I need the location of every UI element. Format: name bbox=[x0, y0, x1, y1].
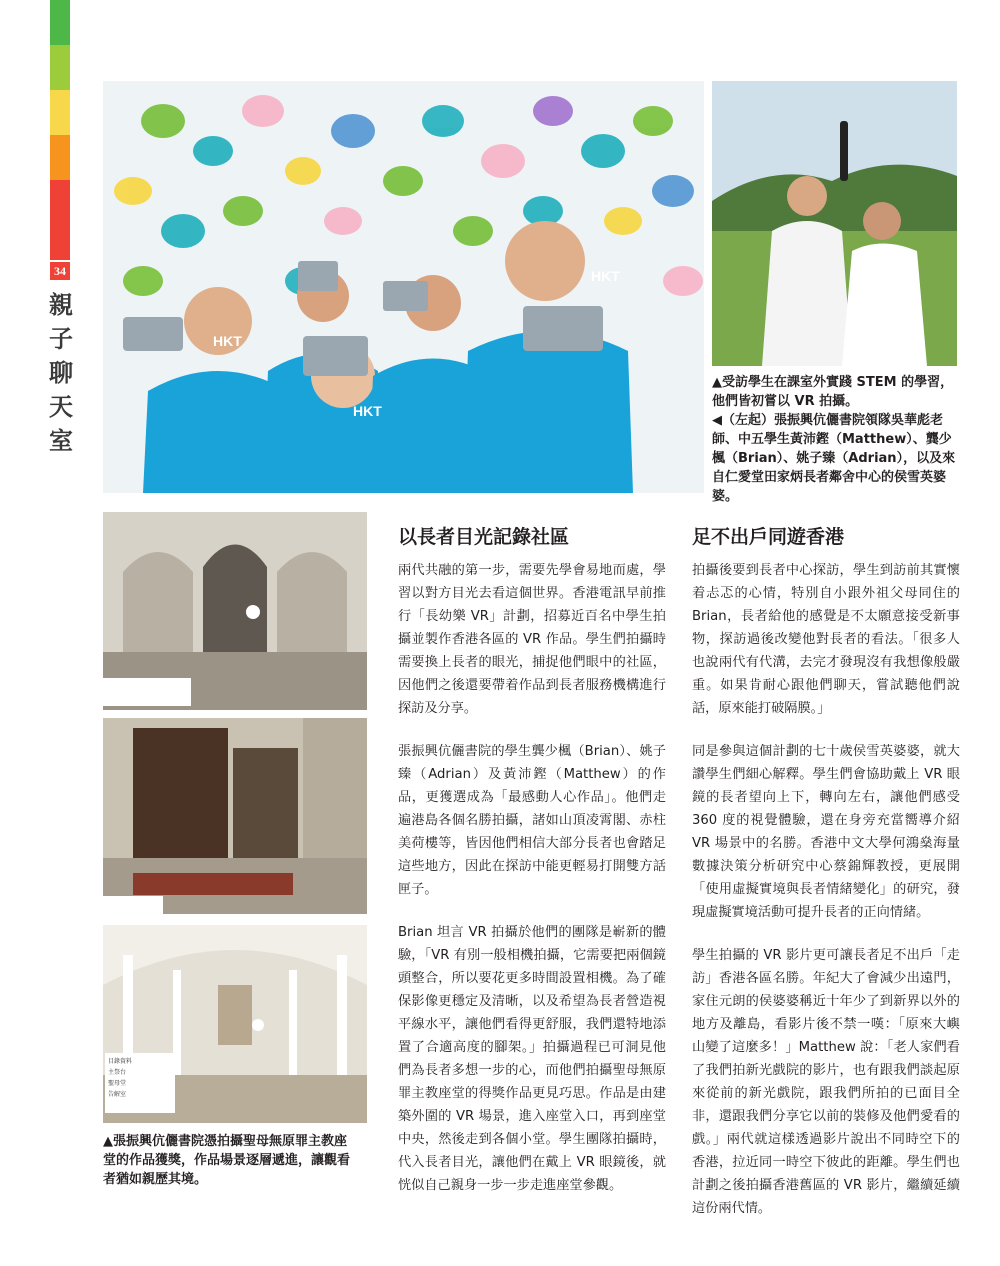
column-1-paragraph: Brian 坦言 VR 拍攝於他們的團隊是嶄新的體驗，「VR 有別一般相機拍攝，它需要把兩個鏡頭整合，所以要花更多時間設置相機。為了確保影像更穩定及清晰，以及希望為長者營造視平線水平，讓他們看得更舒服，我們還特地添置了合適高度的腳架。」拍攝過程已可洞見他們為長者多想一步的心，而他們拍攝聖母無原罪主教座堂的得獎作品更見巧思。作品是由建築外圍的 VR 場景，進入座堂入口，再到座堂中央，然後走到各個小堂。學生團隊拍攝時，代入長者目光，讓他們在戴上 VR 眼鏡後，就恍似自己親身一步一步走進座堂參觀。 bbox=[398, 925, 666, 1193]
caption-line: 楓（Brian）、姚子臻（Adrian），以及來 bbox=[712, 451, 956, 466]
shirt-logo-left: HKT bbox=[213, 333, 242, 349]
church-nave-photo bbox=[103, 925, 367, 1123]
column-2-paragraph: 拍攝後要到長者中心探訪，學生到訪前其實懷着忐忑的心情，特別自小跟外祖父母同住的 Brian，長者給他的感覺是不太願意接受新事物，探訪過後改變他對長者的看法。「很多人也說兩代有代溝，去完才發現沒有我想像般嚴重。如果肯耐心跟他們聊天，嘗試聽他們說話，原來能打破隔膜。」 bbox=[692, 563, 960, 716]
article-column-1 bbox=[398, 525, 666, 1217]
color-strip-yellow bbox=[50, 90, 70, 135]
color-strip-orange bbox=[50, 135, 70, 180]
church-entrance-photo bbox=[103, 718, 367, 914]
caption-line: 堂的作品獲獎，作品場景逐層遞進，讓觀看 bbox=[103, 1153, 351, 1168]
caption-line: 者猶如親歷其境。 bbox=[103, 1172, 208, 1187]
caption-line: 他們皆初嘗以 VR 拍攝。 bbox=[712, 394, 859, 409]
caption-line: ▲受訪學生在課室外實踐 STEM 的學習， bbox=[712, 375, 954, 390]
vr-menu-panel[interactable] bbox=[105, 1053, 175, 1113]
caption-bottom-left bbox=[103, 1132, 371, 1189]
shirt-logo-right: HKT bbox=[591, 268, 620, 284]
article-column-2 bbox=[692, 525, 960, 1240]
vr-menu-item[interactable]: 聖母堂 bbox=[108, 1080, 127, 1087]
column-1-heading: 以長者目光記錄社區 bbox=[398, 526, 570, 548]
caption-line: 婆。 bbox=[712, 489, 739, 504]
color-strip-green bbox=[50, 0, 70, 45]
column-1-paragraph: 兩代共融的第一步，需要先學會易地而處，學習以對方目光去看這個世界。香港電訊早前推行「長幼樂 VR」計劃，招募近百名中學生拍攝並製作香港各區的 VR 作品。學生們拍攝時需要換上長者的眼光，捕捉他們眼中的社區，因他們之後還要帶着作品到長者服務機構進行探訪及分享。 bbox=[398, 563, 666, 716]
page-number: 34 bbox=[50, 262, 70, 280]
column-2-paragraph: 學生拍攝的 VR 影片更可讓長者足不出戶「走訪」香港各區名勝。年紀大了會減少出遠門，家住元朗的侯婆婆稱近十年少了到新界以外的地方及離島，看影片後不禁一嘆：「原來大嶼山變了這麼多！」Matthew 說：「老人家們看了我們拍新光戲院的影片，也有跟我們談起原來從前的新光戲院，跟我們所拍的已面目全非，還跟我們分享它以前的裝修及他們愛看的戲。」兩代就這樣透過影片說出不同時空下的香港，拉近同一時空下彼此的距離。學生們也計劃之後拍攝香港舊區的 VR 影片，繼續延續這份兩代情。 bbox=[692, 948, 960, 1216]
color-strip-lime bbox=[50, 45, 70, 90]
vr-menu-item[interactable]: 告解室 bbox=[108, 1091, 127, 1098]
color-strip-red bbox=[50, 180, 70, 260]
caption-line: 師、中五學生黃沛鏗（Matthew）、龔少 bbox=[712, 432, 952, 447]
caption-line: ◀（左起）張振興伉儷書院領隊吳華彪老 bbox=[712, 413, 943, 428]
caption-line: 自仁愛堂田家炳長者鄰舍中心的侯雪英婆 bbox=[712, 470, 947, 485]
outdoor-stem-photo bbox=[712, 81, 957, 366]
church-exterior-photo bbox=[103, 512, 367, 710]
caption-line: ▲張振興伉儷書院憑拍攝聖母無原罪主教座 bbox=[103, 1134, 347, 1149]
vr-menu-item[interactable]: 目錄資料 bbox=[108, 1058, 133, 1065]
shirt-logo-center: HKT bbox=[353, 403, 382, 419]
section-title: 親子聊天室 bbox=[49, 290, 73, 455]
caption-top-right bbox=[712, 373, 962, 506]
column-1-paragraph: 張振興伉儷書院的學生龔少楓（Brian）、姚子臻（Adrian）及黃沛鏗（Matthew）的作品，更獲選成為「最感動人心作品」。他們走遍港島各個名勝拍攝，諸如山頂凌霄閣、赤柱美荷樓等，皆因他們相信大部分長者也會踏足這些地方，因此在探訪中能更輕易打開雙方話匣子。 bbox=[398, 744, 666, 897]
column-2-heading: 足不出戶同遊香港 bbox=[692, 526, 845, 548]
vr-menu-item[interactable]: 主祭台 bbox=[108, 1069, 127, 1076]
main-group-photo bbox=[103, 81, 704, 493]
column-2-paragraph: 同是參與這個計劃的七十歲侯雪英婆婆，就大讚學生們細心解釋。學生們會協助戴上 VR 眼鏡的長者望向上下，轉向左右，讓他們感受 360 度的視覺體驗，還在身旁充當嚮導介紹 VR 場景中的名勝。香港中文大學何鴻燊海量數據決策分析研究中心蔡錦輝教授，更展開「使用虛擬實境與長者情緒變化」的研究，發現虛擬實境活動可提升長者的正向情緒。 bbox=[692, 744, 960, 920]
